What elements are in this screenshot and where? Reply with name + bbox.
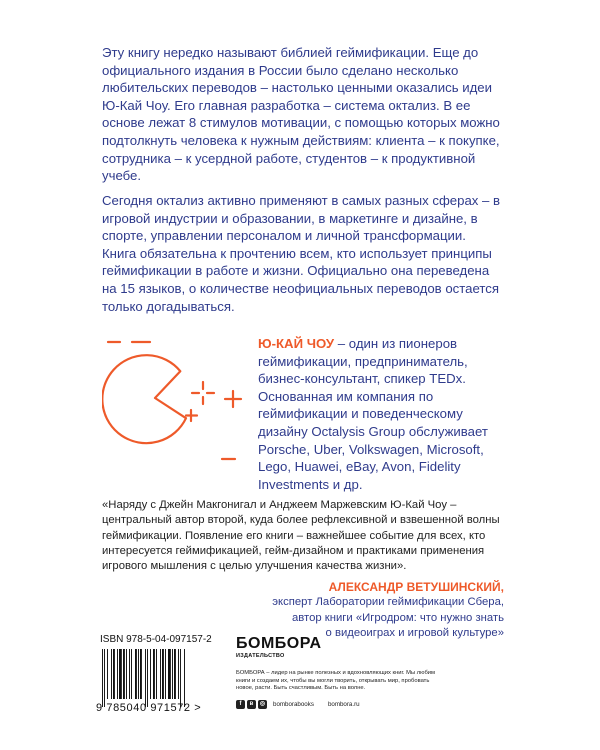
- barcode-bar: [140, 649, 142, 699]
- isbn-label: ISBN 978-5-04-097157-2: [100, 634, 212, 645]
- barcode-bar: [104, 649, 105, 707]
- barcode-bar: [102, 649, 103, 707]
- review-attribution: [164, 580, 504, 641]
- publisher-logo-subtitle: ИЗДАТЕЛЬСТВО: [236, 653, 285, 659]
- barcode-bar: [107, 649, 108, 699]
- barcode-bar: [138, 649, 139, 699]
- barcode-bar: [135, 649, 137, 699]
- barcode-bar: [145, 649, 146, 707]
- pacman-icon: [102, 328, 252, 474]
- social-links: [236, 699, 360, 709]
- barcode: [100, 649, 224, 707]
- barcode-bar: [184, 649, 185, 707]
- barcode-bar: [123, 649, 125, 699]
- barcode-bar: [117, 649, 118, 699]
- publisher-website: bombora.ru: [327, 700, 360, 708]
- review-quote: «Наряду с Джейн Макгонигал и Анджеем Маржевским Ю-Кай Чоу – центральный автор второй, куда более рефлексивной и взвешенной волны геймификации. Появление его книги – важнейшее событие для всех, кто интересуется геймификацией, гейм-дизайном и практиками применения игрового мышления с целью улучшения качества жизни».: [102, 499, 500, 573]
- barcode-bar: [180, 649, 181, 707]
- publisher-description: БОМБОРА – лидер на рынке полезных и вдохновляющих книг. Мы любим книги и создаем их, чтобы вы могли творить, открывать мир, пробовать новое, расти. Быть счастливым. Быть на волне.: [236, 670, 436, 692]
- description-paragraph-2: Сегодня октализ активно применяют в самых разных сферах – в игровой индустрии и образовании, в маркетинге и дизайне, в спорте, управлении персоналом и личной трансформации. Книга обязательна к прочтению всем, кто использует принципы геймификации в работе и жизни. Официально она переведена на 15 языков, о количестве неофициальных переводов остается только догадываться.: [102, 193, 501, 314]
- barcode-bar: [172, 649, 173, 699]
- barcode-bar: [165, 649, 166, 699]
- barcode-bar: [113, 649, 115, 699]
- barcode-bar: [129, 649, 130, 699]
- facebook-icon: f: [236, 700, 245, 709]
- barcode-bar: [126, 649, 127, 699]
- barcode-bar: [153, 649, 155, 699]
- reviewer-role: эксперт Лаборатории геймификации Сбера,: [272, 596, 504, 609]
- barcode-bar: [119, 649, 122, 699]
- publisher-logo-text: БОМБОРА: [236, 635, 322, 652]
- barcode-bar: [111, 649, 112, 699]
- author-bio: [258, 335, 504, 493]
- barcode-bar: [174, 649, 176, 699]
- instagram-icon: ◎: [259, 700, 266, 707]
- social-handle: bomborabooks: [273, 700, 314, 708]
- barcode-bar: [150, 649, 151, 699]
- barcode-bar: [168, 649, 171, 699]
- reviewer-name: АЛЕКСАНДР ВЕТУШИНСКИЙ,: [328, 580, 504, 594]
- description-paragraph-1: Эту книгу нередко называют библией геймификации. Еще до официального издания в России было сделано несколько любительских переводов – настолько ценными оказались идеи Ю-Кай Чоу. Его главная разработка – система октализ. В ее основе лежат 8 стимулов мотивации, с помощью которых можно подтолкнуть человека к нужным действиям: клиента – к покупке, сотрудника – к усердной работе, студентов – к продуктивной учебе.: [102, 45, 500, 184]
- author-bio-text: – один из пионеров геймификации, предприниматель, бизнес-консультант, спикер TEDx. Основанная им компания по геймификации и поведенческому дизайну Octalysis Group обслуживает Porsche, Uber, Volkswagen, Microsoft, Lego, Huawei, eBay, Avon, Fidelity Investments и др.: [258, 336, 488, 492]
- reviewer-book-line-2: о видеоиграх и игровой культуре»: [325, 626, 504, 639]
- author-name: Ю-КАЙ ЧОУ: [258, 336, 335, 351]
- reviewer-book-line-1: автор книги «Игродром: что нужно знать: [292, 611, 504, 624]
- barcode-bar: [160, 649, 161, 699]
- barcode-bar: [131, 649, 132, 699]
- vk-icon: в: [247, 700, 256, 709]
- barcode-bar: [162, 649, 164, 699]
- barcode-bar: [156, 649, 157, 699]
- barcode-digits: 9 785040 971572 >: [96, 702, 202, 714]
- barcode-bar: [147, 649, 148, 707]
- publisher-logo: [236, 636, 322, 660]
- barcode-bar: [178, 649, 179, 699]
